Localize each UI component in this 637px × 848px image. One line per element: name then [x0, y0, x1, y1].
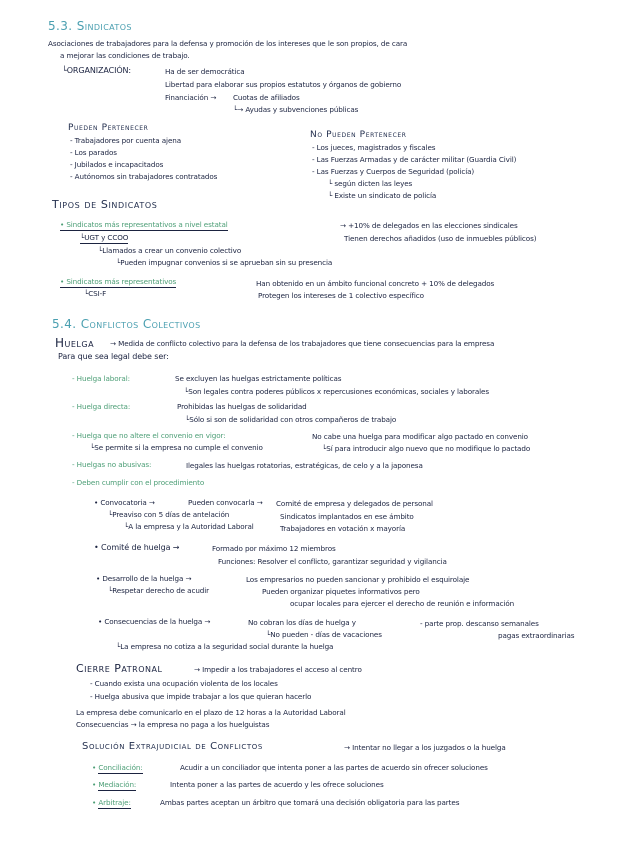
org-item-3b: └→ Ayudas y subvenciones públicas — [233, 105, 359, 114]
consecuencias-text-3: └La empresa no cotiza a la seguridad social durante la huelga — [116, 642, 334, 651]
conciliacion-text: Acudir a un conciliador que intenta poner a las partes de acuerdo sin ofrecer soluciones — [180, 763, 488, 772]
tipos-bullet-2-text: • Sindicatos más representativos — [60, 277, 177, 286]
tipos-bullet-1-right: → +10% de delegados en las elecciones sindicales — [340, 221, 518, 230]
ugt-label — [80, 234, 128, 241]
tipos-bullet-1-text: • Sindicatos más representativos a nivel estatal — [60, 220, 228, 229]
directa-text: Prohibidas las huelgas de solidaridad — [177, 402, 307, 411]
convenio-text: No cabe una huelga para modificar algo pactado en convenio — [312, 432, 528, 441]
consecuencias-text: No cobran los días de huelga y — [248, 618, 356, 627]
tipos-title: Tipos de Sindicatos — [52, 198, 158, 211]
pueden-item: - Los parados — [70, 148, 117, 157]
desarrollo-text-2: └Respetar derecho de acudir — [108, 586, 209, 595]
org-label: └ORGANIZACIÓN: — [62, 66, 132, 75]
section-title-conflictos: 5.4. Conflictos Colectivos — [52, 317, 201, 331]
huelga-title: Huelga — [55, 336, 95, 350]
cierre-title: Cierre Patronal — [76, 662, 163, 675]
convocatoria-text: Pueden convocarla → — [188, 498, 263, 507]
org-item-3: Financiación → — [165, 93, 217, 102]
mediacion-text: Intenta poner a las partes de acuerdo y les ofrece soluciones — [170, 780, 384, 789]
convenio-text-2: └Se permite si la empresa no cumple el convenio — [90, 443, 263, 452]
huelga-def: → Medida de conflicto colectivo para la defensa de los trabajadores que tiene consecuencias para la empresa — [110, 339, 495, 348]
bullet-icon: • — [92, 780, 99, 789]
abusivas-text: Ilegales las huelgas rotatorias, estratégicas, de celo y a la japonesa — [186, 461, 423, 470]
solucion-def: → Intentar no llegar a los juzgados o la huelga — [344, 743, 506, 752]
csif-label: └CSI-F — [84, 289, 107, 298]
cierre-item-3: La empresa debe comunicarlo en el plazo de 12 horas a la Autoridad Laboral — [76, 708, 346, 717]
org-item-3a: Cuotas de afiliados — [233, 93, 300, 102]
tipos-bullet-2 — [60, 278, 176, 285]
nopueden-item: - Las Fuerzas y Cuerpos de Seguridad (policía) — [312, 167, 475, 176]
org-item-1: Ha de ser democrática — [165, 67, 245, 76]
nopueden-item: - Los jueces, magistrados y fiscales — [312, 143, 436, 152]
procedimiento-label: - Deben cumplir con el procedimiento — [72, 478, 205, 487]
laboral-label: - Huelga laboral: — [72, 374, 130, 383]
consecuencias-right: - parte prop. descanso semanales — [420, 619, 539, 628]
comite-text-2: Funciones: Resolver el conflicto, garantizar seguridad y vigilancia — [218, 557, 447, 566]
intro-line-2: a mejorar las condiciones de trabajo. — [60, 51, 190, 60]
intro-line-1: Asociaciones de trabajadores para la defensa y promoción de los intereses que le son propios, de cara — [48, 39, 408, 48]
pueden-item: - Trabajadores por cuenta ajena — [70, 136, 182, 145]
cierre-item-4: Consecuencias → la empresa no paga a los huelguistas — [76, 720, 270, 729]
bullet-icon: • — [92, 763, 99, 772]
tipos-bullet-1 — [60, 221, 228, 228]
nopueden-item: - Las Fuerzas Armadas y de carácter militar (Guardia Civil) — [312, 155, 517, 164]
preaviso-text: └Preaviso con 5 días de antelación — [108, 510, 230, 519]
huelga-legal: Para que sea legal debe ser: — [58, 352, 169, 361]
cierre-item-2: - Huelga abusiva que impide trabajar a los que quieran hacerlo — [90, 692, 312, 701]
nopueden-title: No Pueden Pertenecer — [310, 130, 407, 140]
pueden-item: - Jubilados e incapacitados — [70, 160, 164, 169]
section-title-sindicatos: 5.3. Sindicatos — [48, 19, 132, 33]
mediacion-label: Mediación: — [98, 780, 137, 789]
ugt-label-text: └UGT y CCOO — [80, 233, 129, 242]
desarrollo-text-4: ocupar locales para ejercer el derecho de reunión e información — [290, 599, 515, 608]
comite-text: Formado por máximo 12 miembros — [212, 544, 336, 553]
solucion-title: Solución Extrajudicial de Conflictos — [82, 741, 263, 752]
directa-label: - Huelga directa: — [72, 402, 131, 411]
comite-label: • Comité de huelga → — [94, 543, 180, 552]
conciliacion-label: Conciliación: — [98, 763, 143, 772]
desarrollo-text-3: Pueden organizar piquetes informativos pero — [262, 587, 420, 596]
tipos-bullet-2-right-2: Protegen los intereses de 1 colectivo específico — [258, 291, 424, 300]
arbitraje-label: Arbitraje: — [98, 798, 131, 807]
pueden-title: Pueden Pertenecer — [68, 123, 149, 133]
arbitraje-text: Ambas partes aceptan un árbitro que tomará una decisión obligatoria para las partes — [160, 798, 460, 807]
convocatoria-label: • Convocatoria → — [94, 498, 155, 507]
tipos-bullet-2-right: Han obtenido en un ámbito funcional concreto + 10% de delegados — [256, 279, 495, 288]
directa-text-2: └Sólo si son de solidaridad con otros compañeros de trabajo — [185, 415, 397, 424]
convocatoria-right-2: Sindicatos implantados en ese ámbito — [280, 512, 414, 521]
laboral-text-2: └Son legales contra poderes públicos x repercusiones económicas, sociales y laborales — [184, 387, 490, 396]
pueden-item: - Autónomos sin trabajadores contratados — [70, 172, 218, 181]
consecuencias-text-2: └No pueden - días de vacaciones — [266, 630, 382, 639]
preaviso-text-2: └A la empresa y la Autoridad Laboral — [124, 522, 254, 531]
desarrollo-text: Los empresarios no pueden sancionar y prohibido el esquirolaje — [246, 575, 470, 584]
cierre-item-1: - Cuando exista una ocupación violenta de los locales — [90, 679, 278, 688]
nopueden-item: └ según dicten las leyes — [328, 179, 413, 188]
ugt-item-1: └Llamados a crear un convenio colectivo — [98, 246, 242, 255]
arbitraje-row — [92, 799, 131, 806]
convocatoria-right: Comité de empresa y delegados de personal — [276, 499, 433, 508]
laboral-text: Se excluyen las huelgas estrictamente políticas — [175, 374, 342, 383]
bullet-icon: • — [92, 798, 99, 807]
ugt-item-2: └Pueden impugnar convenios si se aprueban sin su presencia — [116, 258, 333, 267]
org-item-2: Libertad para elaborar sus propios estatutos y órganos de gobierno — [165, 80, 402, 89]
mediacion-row — [92, 781, 136, 788]
conciliacion-row — [92, 764, 143, 771]
nopueden-item: └ Existe un sindicato de policía — [328, 191, 437, 200]
convenio-text-3: └Sí para introducir algo nuevo que no modifique lo pactado — [322, 444, 531, 453]
convenio-label: - Huelga que no altere el convenio en vigor: — [72, 431, 226, 440]
abusivas-label: - Huelgas no abusivas: — [72, 460, 152, 469]
desarrollo-label: • Desarrollo de la huelga → — [96, 574, 192, 583]
convocatoria-right-3: Trabajadores en votación x mayoría — [280, 524, 406, 533]
consecuencias-right-2: pagas extraordinarias — [498, 631, 575, 640]
consecuencias-label: • Consecuencias de la huelga → — [98, 617, 211, 626]
cierre-def: → Impedir a los trabajadores el acceso al centro — [194, 665, 362, 674]
tipos-bullet-1-right-2: Tienen derechos añadidos (uso de inmuebles públicos) — [344, 234, 537, 243]
